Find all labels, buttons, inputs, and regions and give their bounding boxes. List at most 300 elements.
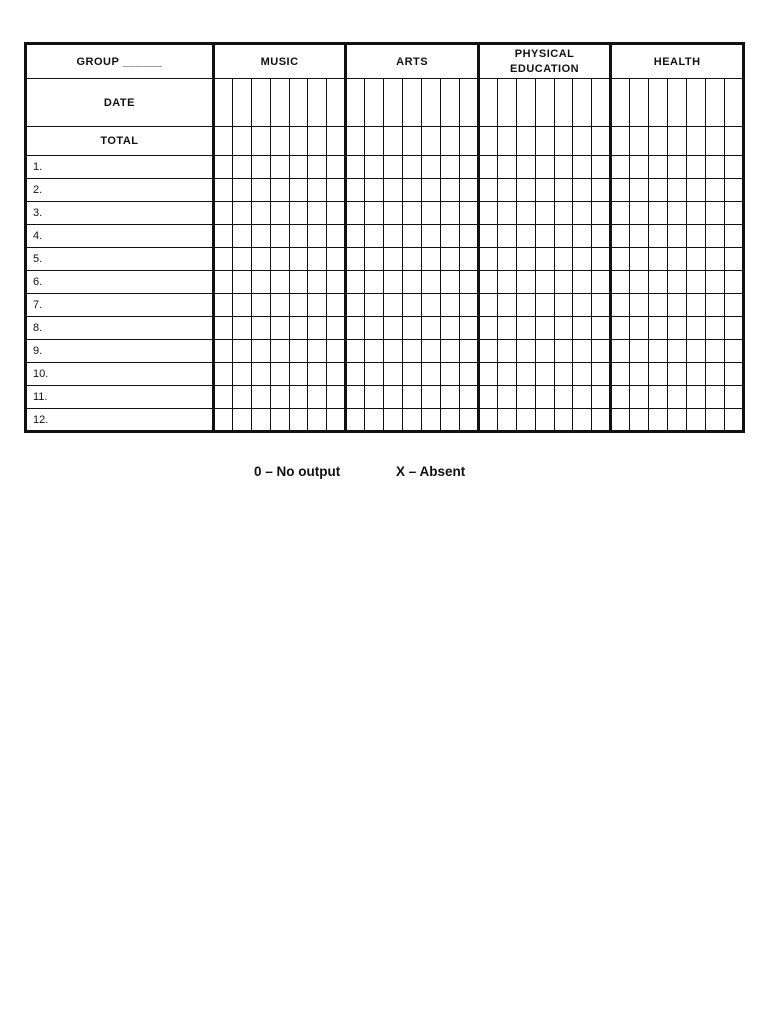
- score-cell[interactable]: [630, 409, 649, 432]
- score-cell[interactable]: [403, 363, 422, 386]
- score-cell[interactable]: [611, 386, 630, 409]
- score-cell[interactable]: [687, 340, 706, 363]
- score-cell[interactable]: [535, 409, 554, 432]
- total-cell[interactable]: [630, 127, 649, 156]
- score-cell[interactable]: [384, 386, 403, 409]
- score-cell[interactable]: [630, 363, 649, 386]
- score-cell[interactable]: [554, 156, 573, 179]
- score-cell[interactable]: [554, 271, 573, 294]
- score-cell[interactable]: [213, 317, 232, 340]
- score-cell[interactable]: [611, 225, 630, 248]
- score-cell[interactable]: [497, 271, 516, 294]
- score-cell[interactable]: [251, 363, 270, 386]
- score-cell[interactable]: [649, 202, 668, 225]
- score-cell[interactable]: [611, 179, 630, 202]
- date-cell[interactable]: [497, 79, 516, 127]
- score-cell[interactable]: [251, 225, 270, 248]
- score-cell[interactable]: [422, 271, 441, 294]
- score-cell[interactable]: [403, 409, 422, 432]
- score-cell[interactable]: [384, 202, 403, 225]
- score-cell[interactable]: [497, 409, 516, 432]
- score-cell[interactable]: [573, 248, 592, 271]
- score-cell[interactable]: [365, 179, 384, 202]
- total-cell[interactable]: [459, 127, 478, 156]
- date-cell[interactable]: [705, 79, 724, 127]
- score-cell[interactable]: [327, 340, 346, 363]
- score-cell[interactable]: [630, 271, 649, 294]
- score-cell[interactable]: [668, 340, 687, 363]
- score-cell[interactable]: [213, 202, 232, 225]
- score-cell[interactable]: [365, 317, 384, 340]
- score-cell[interactable]: [535, 225, 554, 248]
- score-cell[interactable]: [289, 294, 308, 317]
- score-cell[interactable]: [346, 363, 365, 386]
- score-cell[interactable]: [687, 386, 706, 409]
- score-cell[interactable]: [573, 294, 592, 317]
- total-cell[interactable]: [270, 127, 289, 156]
- score-cell[interactable]: [403, 294, 422, 317]
- score-cell[interactable]: [592, 386, 611, 409]
- date-cell[interactable]: [459, 79, 478, 127]
- score-cell[interactable]: [232, 202, 251, 225]
- score-cell[interactable]: [251, 202, 270, 225]
- score-cell[interactable]: [649, 248, 668, 271]
- date-cell[interactable]: [251, 79, 270, 127]
- score-cell[interactable]: [459, 386, 478, 409]
- score-cell[interactable]: [289, 340, 308, 363]
- score-cell[interactable]: [724, 179, 743, 202]
- score-cell[interactable]: [459, 225, 478, 248]
- score-cell[interactable]: [365, 248, 384, 271]
- date-cell[interactable]: [308, 79, 327, 127]
- score-cell[interactable]: [724, 248, 743, 271]
- score-cell[interactable]: [232, 409, 251, 432]
- score-cell[interactable]: [232, 225, 251, 248]
- score-cell[interactable]: [270, 156, 289, 179]
- score-cell[interactable]: [289, 202, 308, 225]
- score-cell[interactable]: [535, 156, 554, 179]
- score-cell[interactable]: [232, 340, 251, 363]
- score-cell[interactable]: [687, 202, 706, 225]
- score-cell[interactable]: [592, 202, 611, 225]
- score-cell[interactable]: [516, 317, 535, 340]
- score-cell[interactable]: [592, 156, 611, 179]
- score-cell[interactable]: [251, 179, 270, 202]
- score-cell[interactable]: [422, 156, 441, 179]
- score-cell[interactable]: [592, 248, 611, 271]
- date-cell[interactable]: [592, 79, 611, 127]
- score-cell[interactable]: [535, 248, 554, 271]
- date-cell[interactable]: [346, 79, 365, 127]
- score-cell[interactable]: [440, 225, 459, 248]
- score-cell[interactable]: [724, 317, 743, 340]
- score-cell[interactable]: [232, 248, 251, 271]
- score-cell[interactable]: [346, 294, 365, 317]
- total-cell[interactable]: [365, 127, 384, 156]
- date-cell[interactable]: [554, 79, 573, 127]
- total-cell[interactable]: [516, 127, 535, 156]
- score-cell[interactable]: [649, 409, 668, 432]
- score-cell[interactable]: [384, 225, 403, 248]
- score-cell[interactable]: [516, 179, 535, 202]
- score-cell[interactable]: [403, 248, 422, 271]
- score-cell[interactable]: [213, 225, 232, 248]
- score-cell[interactable]: [403, 340, 422, 363]
- score-cell[interactable]: [516, 271, 535, 294]
- score-cell[interactable]: [705, 179, 724, 202]
- score-cell[interactable]: [327, 225, 346, 248]
- score-cell[interactable]: [365, 271, 384, 294]
- score-cell[interactable]: [554, 363, 573, 386]
- score-cell[interactable]: [497, 202, 516, 225]
- score-cell[interactable]: [478, 409, 497, 432]
- score-cell[interactable]: [630, 179, 649, 202]
- total-cell[interactable]: [251, 127, 270, 156]
- score-cell[interactable]: [289, 225, 308, 248]
- score-cell[interactable]: [705, 248, 724, 271]
- score-cell[interactable]: [403, 156, 422, 179]
- score-cell[interactable]: [497, 317, 516, 340]
- score-cell[interactable]: [422, 225, 441, 248]
- score-cell[interactable]: [403, 386, 422, 409]
- score-cell[interactable]: [422, 248, 441, 271]
- date-cell[interactable]: [270, 79, 289, 127]
- total-cell[interactable]: [403, 127, 422, 156]
- score-cell[interactable]: [724, 386, 743, 409]
- score-cell[interactable]: [592, 271, 611, 294]
- score-cell[interactable]: [308, 225, 327, 248]
- score-cell[interactable]: [213, 363, 232, 386]
- date-cell[interactable]: [440, 79, 459, 127]
- score-cell[interactable]: [724, 271, 743, 294]
- score-cell[interactable]: [327, 248, 346, 271]
- total-cell[interactable]: [705, 127, 724, 156]
- score-cell[interactable]: [497, 179, 516, 202]
- score-cell[interactable]: [573, 386, 592, 409]
- score-cell[interactable]: [232, 156, 251, 179]
- score-cell[interactable]: [497, 156, 516, 179]
- date-cell[interactable]: [289, 79, 308, 127]
- score-cell[interactable]: [270, 409, 289, 432]
- date-cell[interactable]: [478, 79, 497, 127]
- date-cell[interactable]: [213, 79, 232, 127]
- score-cell[interactable]: [270, 248, 289, 271]
- score-cell[interactable]: [687, 409, 706, 432]
- score-cell[interactable]: [251, 317, 270, 340]
- score-cell[interactable]: [365, 386, 384, 409]
- score-cell[interactable]: [270, 340, 289, 363]
- score-cell[interactable]: [478, 340, 497, 363]
- score-cell[interactable]: [497, 363, 516, 386]
- score-cell[interactable]: [384, 317, 403, 340]
- total-cell[interactable]: [687, 127, 706, 156]
- score-cell[interactable]: [232, 386, 251, 409]
- score-cell[interactable]: [270, 179, 289, 202]
- score-cell[interactable]: [459, 294, 478, 317]
- score-cell[interactable]: [327, 386, 346, 409]
- score-cell[interactable]: [724, 409, 743, 432]
- score-cell[interactable]: [308, 248, 327, 271]
- score-cell[interactable]: [440, 271, 459, 294]
- score-cell[interactable]: [724, 363, 743, 386]
- score-cell[interactable]: [554, 409, 573, 432]
- score-cell[interactable]: [459, 317, 478, 340]
- score-cell[interactable]: [478, 363, 497, 386]
- score-cell[interactable]: [705, 202, 724, 225]
- score-cell[interactable]: [384, 294, 403, 317]
- score-cell[interactable]: [308, 271, 327, 294]
- score-cell[interactable]: [630, 156, 649, 179]
- score-cell[interactable]: [384, 179, 403, 202]
- score-cell[interactable]: [724, 225, 743, 248]
- score-cell[interactable]: [573, 225, 592, 248]
- score-cell[interactable]: [327, 294, 346, 317]
- score-cell[interactable]: [403, 317, 422, 340]
- score-cell[interactable]: [440, 317, 459, 340]
- score-cell[interactable]: [687, 294, 706, 317]
- score-cell[interactable]: [478, 386, 497, 409]
- score-cell[interactable]: [440, 294, 459, 317]
- total-cell[interactable]: [649, 127, 668, 156]
- score-cell[interactable]: [687, 225, 706, 248]
- score-cell[interactable]: [649, 179, 668, 202]
- score-cell[interactable]: [478, 225, 497, 248]
- score-cell[interactable]: [327, 271, 346, 294]
- score-cell[interactable]: [346, 248, 365, 271]
- score-cell[interactable]: [705, 386, 724, 409]
- score-cell[interactable]: [289, 271, 308, 294]
- score-cell[interactable]: [270, 271, 289, 294]
- score-cell[interactable]: [687, 156, 706, 179]
- score-cell[interactable]: [308, 156, 327, 179]
- score-cell[interactable]: [724, 156, 743, 179]
- score-cell[interactable]: [308, 386, 327, 409]
- score-cell[interactable]: [422, 409, 441, 432]
- total-cell[interactable]: [232, 127, 251, 156]
- score-cell[interactable]: [573, 363, 592, 386]
- score-cell[interactable]: [668, 156, 687, 179]
- score-cell[interactable]: [724, 294, 743, 317]
- score-cell[interactable]: [327, 156, 346, 179]
- score-cell[interactable]: [516, 340, 535, 363]
- score-cell[interactable]: [611, 294, 630, 317]
- score-cell[interactable]: [422, 294, 441, 317]
- score-cell[interactable]: [384, 409, 403, 432]
- score-cell[interactable]: [516, 294, 535, 317]
- score-cell[interactable]: [251, 294, 270, 317]
- score-cell[interactable]: [251, 248, 270, 271]
- score-cell[interactable]: [308, 317, 327, 340]
- score-cell[interactable]: [592, 317, 611, 340]
- score-cell[interactable]: [668, 202, 687, 225]
- score-cell[interactable]: [573, 202, 592, 225]
- score-cell[interactable]: [649, 225, 668, 248]
- score-cell[interactable]: [270, 386, 289, 409]
- score-cell[interactable]: [630, 225, 649, 248]
- score-cell[interactable]: [478, 317, 497, 340]
- score-cell[interactable]: [573, 179, 592, 202]
- score-cell[interactable]: [611, 363, 630, 386]
- score-cell[interactable]: [440, 340, 459, 363]
- score-cell[interactable]: [592, 340, 611, 363]
- date-cell[interactable]: [573, 79, 592, 127]
- score-cell[interactable]: [687, 179, 706, 202]
- date-cell[interactable]: [327, 79, 346, 127]
- score-cell[interactable]: [611, 317, 630, 340]
- score-cell[interactable]: [440, 363, 459, 386]
- score-cell[interactable]: [535, 386, 554, 409]
- score-cell[interactable]: [705, 363, 724, 386]
- score-cell[interactable]: [554, 248, 573, 271]
- score-cell[interactable]: [497, 225, 516, 248]
- score-cell[interactable]: [327, 363, 346, 386]
- score-cell[interactable]: [459, 248, 478, 271]
- score-cell[interactable]: [724, 202, 743, 225]
- score-cell[interactable]: [516, 248, 535, 271]
- score-cell[interactable]: [384, 248, 403, 271]
- date-cell[interactable]: [384, 79, 403, 127]
- score-cell[interactable]: [668, 363, 687, 386]
- score-cell[interactable]: [668, 248, 687, 271]
- score-cell[interactable]: [535, 363, 554, 386]
- score-cell[interactable]: [668, 386, 687, 409]
- score-cell[interactable]: [346, 202, 365, 225]
- score-cell[interactable]: [535, 179, 554, 202]
- total-cell[interactable]: [535, 127, 554, 156]
- score-cell[interactable]: [687, 271, 706, 294]
- score-cell[interactable]: [270, 363, 289, 386]
- score-cell[interactable]: [327, 202, 346, 225]
- score-cell[interactable]: [705, 317, 724, 340]
- score-cell[interactable]: [554, 294, 573, 317]
- score-cell[interactable]: [649, 340, 668, 363]
- score-cell[interactable]: [478, 156, 497, 179]
- score-cell[interactable]: [422, 340, 441, 363]
- score-cell[interactable]: [649, 271, 668, 294]
- score-cell[interactable]: [365, 294, 384, 317]
- score-cell[interactable]: [573, 156, 592, 179]
- score-cell[interactable]: [611, 409, 630, 432]
- score-cell[interactable]: [440, 386, 459, 409]
- date-cell[interactable]: [649, 79, 668, 127]
- score-cell[interactable]: [346, 179, 365, 202]
- score-cell[interactable]: [535, 317, 554, 340]
- score-cell[interactable]: [497, 248, 516, 271]
- score-cell[interactable]: [346, 271, 365, 294]
- score-cell[interactable]: [289, 409, 308, 432]
- score-cell[interactable]: [270, 294, 289, 317]
- score-cell[interactable]: [403, 225, 422, 248]
- score-cell[interactable]: [403, 179, 422, 202]
- score-cell[interactable]: [649, 317, 668, 340]
- score-cell[interactable]: [516, 225, 535, 248]
- score-cell[interactable]: [516, 386, 535, 409]
- score-cell[interactable]: [705, 156, 724, 179]
- score-cell[interactable]: [365, 225, 384, 248]
- score-cell[interactable]: [365, 202, 384, 225]
- total-cell[interactable]: [611, 127, 630, 156]
- score-cell[interactable]: [459, 409, 478, 432]
- score-cell[interactable]: [516, 202, 535, 225]
- score-cell[interactable]: [478, 294, 497, 317]
- score-cell[interactable]: [365, 363, 384, 386]
- score-cell[interactable]: [630, 340, 649, 363]
- score-cell[interactable]: [308, 340, 327, 363]
- total-cell[interactable]: [478, 127, 497, 156]
- score-cell[interactable]: [459, 340, 478, 363]
- score-cell[interactable]: [403, 202, 422, 225]
- score-cell[interactable]: [403, 271, 422, 294]
- date-cell[interactable]: [365, 79, 384, 127]
- score-cell[interactable]: [308, 294, 327, 317]
- score-cell[interactable]: [308, 179, 327, 202]
- score-cell[interactable]: [213, 179, 232, 202]
- score-cell[interactable]: [516, 363, 535, 386]
- score-cell[interactable]: [592, 409, 611, 432]
- score-cell[interactable]: [384, 363, 403, 386]
- score-cell[interactable]: [440, 202, 459, 225]
- score-cell[interactable]: [384, 271, 403, 294]
- score-cell[interactable]: [232, 317, 251, 340]
- score-cell[interactable]: [705, 225, 724, 248]
- score-cell[interactable]: [232, 363, 251, 386]
- score-cell[interactable]: [289, 179, 308, 202]
- score-cell[interactable]: [630, 317, 649, 340]
- score-cell[interactable]: [422, 317, 441, 340]
- score-cell[interactable]: [213, 156, 232, 179]
- score-cell[interactable]: [573, 340, 592, 363]
- score-cell[interactable]: [289, 156, 308, 179]
- score-cell[interactable]: [459, 156, 478, 179]
- score-cell[interactable]: [384, 340, 403, 363]
- total-cell[interactable]: [724, 127, 743, 156]
- score-cell[interactable]: [289, 248, 308, 271]
- score-cell[interactable]: [478, 179, 497, 202]
- score-cell[interactable]: [459, 179, 478, 202]
- total-cell[interactable]: [308, 127, 327, 156]
- score-cell[interactable]: [649, 363, 668, 386]
- score-cell[interactable]: [649, 294, 668, 317]
- score-cell[interactable]: [554, 386, 573, 409]
- score-cell[interactable]: [687, 248, 706, 271]
- score-cell[interactable]: [251, 409, 270, 432]
- score-cell[interactable]: [573, 317, 592, 340]
- score-cell[interactable]: [687, 363, 706, 386]
- score-cell[interactable]: [232, 179, 251, 202]
- score-cell[interactable]: [554, 317, 573, 340]
- score-cell[interactable]: [422, 386, 441, 409]
- total-cell[interactable]: [497, 127, 516, 156]
- score-cell[interactable]: [516, 156, 535, 179]
- score-cell[interactable]: [308, 202, 327, 225]
- score-cell[interactable]: [440, 179, 459, 202]
- total-cell[interactable]: [554, 127, 573, 156]
- score-cell[interactable]: [384, 156, 403, 179]
- score-cell[interactable]: [440, 156, 459, 179]
- score-cell[interactable]: [611, 340, 630, 363]
- score-cell[interactable]: [592, 225, 611, 248]
- score-cell[interactable]: [630, 248, 649, 271]
- score-cell[interactable]: [308, 363, 327, 386]
- score-cell[interactable]: [554, 225, 573, 248]
- total-cell[interactable]: [327, 127, 346, 156]
- score-cell[interactable]: [554, 202, 573, 225]
- score-cell[interactable]: [346, 340, 365, 363]
- score-cell[interactable]: [554, 340, 573, 363]
- score-cell[interactable]: [611, 271, 630, 294]
- score-cell[interactable]: [535, 202, 554, 225]
- score-cell[interactable]: [535, 294, 554, 317]
